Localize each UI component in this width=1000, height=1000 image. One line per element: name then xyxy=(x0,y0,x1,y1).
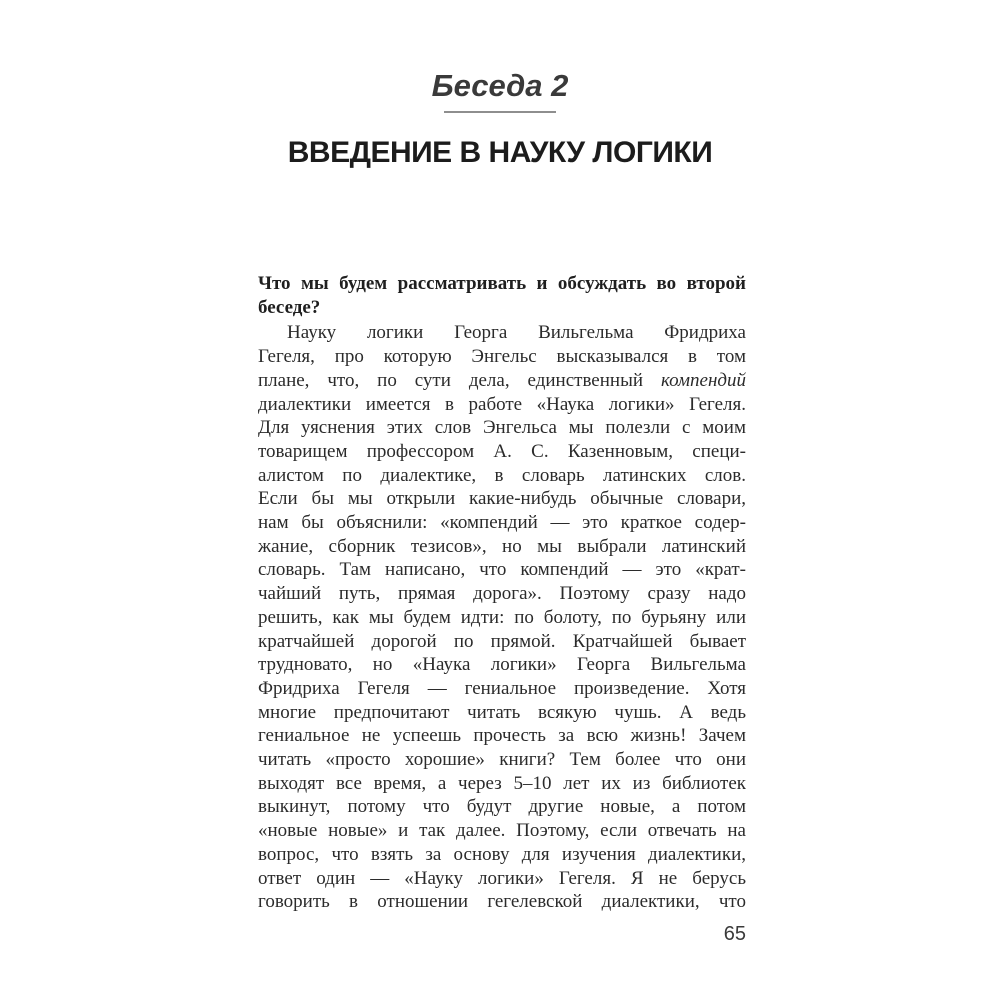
text-line: Науку логики Георга Вильгельма Фридриха xyxy=(287,322,746,344)
text-line: выходят все время, а через 5–10 лет их из библиотек xyxy=(258,772,746,794)
text-line: решить, как мы будем идти: по болоту, по бурьяну или xyxy=(258,606,746,628)
text-line: жание, сборник тезисов», но мы выбрали латинский xyxy=(258,535,746,557)
text-segment: плане, что, по сути дела, единственный xyxy=(258,369,661,391)
text-line xyxy=(258,369,746,393)
text-line: «новые новые» и так далее. Поэтому, если отвечать на xyxy=(258,820,746,842)
text-line: выкинут, потому что будут другие новые, а потом xyxy=(258,796,746,818)
text-line: гениальное не успеешь прочесть за всю жизнь! Зачем xyxy=(258,725,746,747)
section-heading-line-2: беседе? xyxy=(258,296,321,318)
chapter-rule xyxy=(444,111,556,113)
chapter-label: Беседа 2 xyxy=(431,68,569,103)
text-line: Гегеля, про которую Энгельс высказывался в том xyxy=(258,346,746,368)
section-heading-line-1: Что мы будем рассматривать и обсуждать во второй xyxy=(258,273,746,294)
text-line: словарь. Там написано, что компендий — это «крат- xyxy=(258,559,746,581)
italic-term: компендий xyxy=(660,369,746,391)
text-line: товарищем профессором А. С. Казенновым, специ- xyxy=(258,440,746,462)
text-line: вопрос, что взять за основу для изучения диалектики, xyxy=(258,843,746,865)
text-line: чайший путь, прямая дорога». Поэтому сразу надо xyxy=(258,583,746,605)
text-line: алистом по диалектике, в словарь латинских слов. xyxy=(258,464,746,486)
text-line: Если бы мы открыли какие-нибудь обычные словари, xyxy=(258,488,746,510)
text-line: трудновато, но «Наука логики» Георга Вильгельма xyxy=(258,654,746,676)
text-line: ответ один — «Науку логики» Гегеля. Я не берусь xyxy=(258,867,746,889)
text-line: Для уяснения этих слов Энгельса мы полезли с моим xyxy=(258,417,746,439)
text-line: говорить в отношении гегелевской диалектики, что xyxy=(258,891,746,913)
text-line: многие предпочитают читать всякую чушь. А ведь xyxy=(258,701,746,723)
text-column xyxy=(258,272,746,914)
text-line: нам бы объяснили: «компендий — это краткое содер- xyxy=(258,512,746,534)
text-line: кратчайшей дорогой по прямой. Кратчайшей бывает xyxy=(258,630,746,652)
text-line: диалектики имеется в работе «Наука логики» Гегеля. xyxy=(258,393,746,415)
page-number: 65 xyxy=(723,923,746,945)
text-line: читать «просто хорошие» книги? Тем более что они xyxy=(258,749,746,771)
chapter-title: ВВЕДЕНИЕ В НАУКУ ЛОГИКИ xyxy=(287,136,713,169)
text-line: Фридриха Гегеля — гениальное произведение. Хотя xyxy=(258,677,746,699)
